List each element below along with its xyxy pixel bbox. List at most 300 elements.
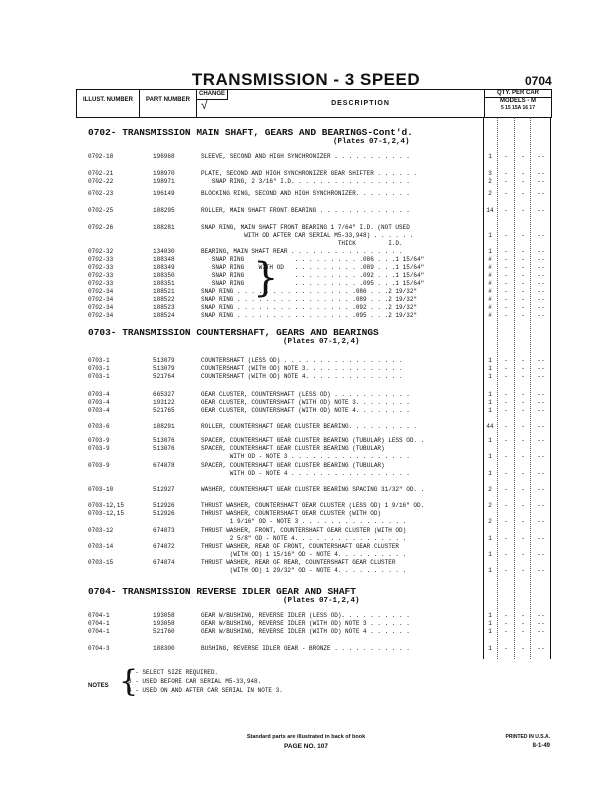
description: SNAP RING . . . . . . . . . .095 . . .1 15/64" xyxy=(201,280,425,287)
description: THRUST WASHER, FRONT, COUNTERSHAFT GEAR CLUSTER (WITH OD) xyxy=(201,527,407,534)
note-item: 4 - USED ON AND AFTER CAR SERIAL IN NOTE 3. xyxy=(128,687,283,694)
qty-m16: - xyxy=(537,288,541,295)
part-number: 188351 xyxy=(153,280,175,287)
illus-number: 0703-12,15 xyxy=(88,502,125,509)
qty-m17: - xyxy=(541,373,545,380)
table-row xyxy=(0,502,612,510)
part-number: 512926 xyxy=(153,502,175,509)
part-number: 674872 xyxy=(153,543,175,550)
qty-m16: - xyxy=(537,272,541,279)
table-header xyxy=(76,89,552,118)
qty-m15a: - xyxy=(521,178,525,185)
table-row xyxy=(0,559,612,567)
qty-m15a: - xyxy=(521,620,525,627)
qty-column-rule xyxy=(483,117,484,659)
qty-m16: - xyxy=(537,407,541,414)
qty-m5: 2 xyxy=(488,178,492,185)
qty-m16: - xyxy=(537,365,541,372)
part-number: 188291 xyxy=(153,423,175,430)
qty-column-divider xyxy=(530,117,531,659)
qty-m15a: - xyxy=(521,232,525,239)
table-row xyxy=(0,232,612,240)
qty-m5: 1 xyxy=(488,232,492,239)
illus-number: 0703-12 xyxy=(88,527,114,534)
illus-number: 0704-1 xyxy=(88,612,110,619)
illus-number: 0702-18 xyxy=(88,153,114,160)
table-row xyxy=(0,486,612,494)
part-number: 188281 xyxy=(153,224,175,231)
section-heading-0702: 0702- TRANSMISSION MAIN SHAFT, GEARS AND BEARINGS-Cont'd. xyxy=(88,127,413,138)
qty-m5: 3 xyxy=(488,170,492,177)
qty-m15a: - xyxy=(521,407,525,414)
description: WITH OD - NOTE 4 . . . . . . . . . . . . . . . . . xyxy=(201,470,410,477)
qty-m16: - xyxy=(537,232,541,239)
qty-m5: # xyxy=(488,264,492,271)
table-row xyxy=(0,153,612,161)
table-row xyxy=(0,470,612,478)
qty-m15: - xyxy=(504,296,508,303)
part-number: 193058 xyxy=(153,612,175,619)
qty-m15: - xyxy=(504,628,508,635)
qty-m16: - xyxy=(537,190,541,197)
qty-m15: - xyxy=(504,264,508,271)
qty-m16: - xyxy=(537,207,541,214)
illus-number: 0702-34 xyxy=(88,312,114,319)
qty-m15a: - xyxy=(521,190,525,197)
qty-m5: 1 xyxy=(488,551,492,558)
part-number: 188350 xyxy=(153,272,175,279)
table-row xyxy=(0,170,612,178)
qty-m15a: - xyxy=(521,391,525,398)
illus-number: 0702-23 xyxy=(88,190,114,197)
qty-m5: # xyxy=(488,288,492,295)
qty-m15: - xyxy=(504,190,508,197)
qty-m16: - xyxy=(537,399,541,406)
illus-number: 0703-9 xyxy=(88,437,110,444)
description: BLOCKING RING, SECOND AND HIGH SYNCHRONIZER. . . . . . . . xyxy=(201,190,410,197)
qty-m15: - xyxy=(504,365,508,372)
qty-m16: - xyxy=(537,264,541,271)
qty-m5: 1 xyxy=(488,535,492,542)
illus-number: 0704-1 xyxy=(88,620,110,627)
footer-page-number: PAGE NO. 107 xyxy=(284,743,328,750)
table-row xyxy=(0,190,612,198)
part-number: 512927 xyxy=(153,486,175,493)
qty-m5: 1 xyxy=(488,612,492,619)
qty-m5: 2 xyxy=(488,486,492,493)
qty-m5: 1 xyxy=(488,399,492,406)
qty-m16: - xyxy=(537,486,541,493)
qty-m15: - xyxy=(504,423,508,430)
table-row xyxy=(0,612,612,620)
qty-m15a: - xyxy=(521,551,525,558)
part-number: 665327 xyxy=(153,391,175,398)
header-models-label: MODELS - M xyxy=(500,98,536,104)
illus-number: 0703-4 xyxy=(88,407,110,414)
notes-label: NOTES xyxy=(88,683,109,689)
table-row xyxy=(0,462,612,470)
table-row xyxy=(0,391,612,399)
qty-m5: 1 xyxy=(488,437,492,444)
illus-number: 0702-34 xyxy=(88,288,114,295)
qty-m5: 1 xyxy=(488,628,492,635)
qty-m15: - xyxy=(504,518,508,525)
section-plates-0702: (Plates 07-1,2,4) xyxy=(333,138,410,146)
qty-m5: 1 xyxy=(488,365,492,372)
part-number: 188348 xyxy=(153,256,175,263)
qty-m16: - xyxy=(537,612,541,619)
table-row xyxy=(0,518,612,526)
qty-m16: - xyxy=(537,312,541,319)
illus-number: 0703-1 xyxy=(88,373,110,380)
qty-m15a: - xyxy=(521,645,525,652)
illus-number: 0702-34 xyxy=(88,304,114,311)
illus-number: 0703-6 xyxy=(88,423,110,430)
qty-m17: - xyxy=(541,264,545,271)
qty-m17: - xyxy=(541,256,545,263)
qty-m16: - xyxy=(537,518,541,525)
table-row xyxy=(0,423,612,431)
table-row xyxy=(0,628,612,636)
qty-m17: - xyxy=(541,288,545,295)
illus-number: 0702-21 xyxy=(88,170,114,177)
illus-number: 0703-1 xyxy=(88,357,110,364)
qty-m17: - xyxy=(541,312,545,319)
qty-m16: - xyxy=(537,628,541,635)
qty-m15: - xyxy=(504,567,508,574)
description: PLATE, SECOND AND HIGH SYNCHRONIZER GEAR SHIFTER . . . . . . xyxy=(201,170,418,177)
qty-m15a: - xyxy=(521,486,525,493)
qty-m16: - xyxy=(537,304,541,311)
qty-m15: - xyxy=(504,207,508,214)
part-number: 134030 xyxy=(153,248,175,255)
section-heading-0703: 0703- TRANSMISSION COUNTERSHAFT, GEARS AND BEARINGS xyxy=(88,327,379,338)
qty-m5: 1 xyxy=(488,645,492,652)
qty-m5: # xyxy=(488,256,492,263)
qty-m16: - xyxy=(537,502,541,509)
qty-m17: - xyxy=(541,437,545,444)
checkmark-icon: √ xyxy=(201,98,208,112)
header-qty-per-car xyxy=(485,90,551,117)
qty-m16: - xyxy=(537,470,541,477)
table-row xyxy=(0,207,612,215)
description: SPACER, COUNTERSHAFT GEAR CLUSTER BEARING (TUBULAR) xyxy=(201,462,385,469)
qty-m15a: - xyxy=(521,304,525,311)
description: SNAP RING . . . . . . . . . . . . . . . . .095 . . .2 19/32" xyxy=(201,312,418,319)
table-row xyxy=(0,304,612,312)
qty-m17: - xyxy=(541,232,545,239)
table-row xyxy=(0,224,612,232)
table-row xyxy=(0,527,612,535)
qty-m15: - xyxy=(504,399,508,406)
part-number: 674874 xyxy=(153,559,175,566)
qty-m5: 44 xyxy=(486,423,494,430)
table-row xyxy=(0,437,612,445)
qty-m15a: - xyxy=(521,567,525,574)
illus-number: 0702-33 xyxy=(88,280,114,287)
description: GEAR CLUSTER, COUNTERSHAFT (WITH OD) NOTE 4. . . . . . . . xyxy=(201,407,410,414)
illus-number: 0702-33 xyxy=(88,264,114,271)
description: (WITH OD) 1 29/32" OD - NOTE 4. . . . . . . . . . xyxy=(201,567,407,574)
qty-m17: - xyxy=(541,153,545,160)
qty-m16: - xyxy=(537,296,541,303)
illus-number: 0703-9 xyxy=(88,462,110,469)
qty-m15: - xyxy=(504,391,508,398)
right-table-rule xyxy=(550,117,551,659)
description: THRUST WASHER, COUNTERSHAFT GEAR CLUSTER (WITH OD) xyxy=(201,510,382,517)
part-number: 188300 xyxy=(153,645,175,652)
qty-m16: - xyxy=(537,423,541,430)
part-number: 188521 xyxy=(153,288,175,295)
qty-m15: - xyxy=(504,248,508,255)
qty-m16: - xyxy=(537,256,541,263)
description: SNAP RING . . . . . . . . . .086 . . .1 15/64" xyxy=(201,256,425,263)
qty-m15: - xyxy=(504,256,508,263)
qty-m16: - xyxy=(537,551,541,558)
section-plates-0703: (Plates 07-1,2,4) xyxy=(283,338,360,346)
qty-m17: - xyxy=(541,190,545,197)
qty-m16: - xyxy=(537,535,541,542)
illus-number: 0702-32 xyxy=(88,248,114,255)
qty-m15a: - xyxy=(521,535,525,542)
description: ROLLER, MAIN SHAFT FRONT BEARING . . . . . . . . . . . . . xyxy=(201,207,410,214)
table-row xyxy=(0,645,612,653)
qty-m15a: - xyxy=(521,502,525,509)
illus-number: 0703-12,15 xyxy=(88,510,125,517)
description: SPACER, COUNTERSHAFT GEAR CLUSTER BEARING (TUBULAR) xyxy=(201,445,385,452)
qty-m5: 2 xyxy=(488,518,492,525)
qty-m15a: - xyxy=(521,453,525,460)
qty-m15: - xyxy=(504,280,508,287)
table-row xyxy=(0,288,612,296)
table-row xyxy=(0,407,612,415)
description: SPACER, COUNTERSHAFT GEAR CLUSTER BEARING (TUBULAR) LESS OD. . xyxy=(201,437,425,444)
qty-m16: - xyxy=(537,620,541,627)
description: SLEEVE, SECOND AND HIGH SYNCHRONIZER . . . . . . . . . . . xyxy=(201,153,410,160)
qty-m5: 1 xyxy=(488,567,492,574)
qty-m15a: - xyxy=(521,365,525,372)
description: SNAP RING . . . . . . . . . . . . . . . . .092 . . .2 19/32" xyxy=(201,304,418,311)
section-heading-0704: 0704- TRANSMISSION REVERSE IDLER GEAR AND SHAFT xyxy=(88,586,356,597)
illus-number: 0703-10 xyxy=(88,486,114,493)
section-plates-0704: (Plates 07-1,2,4) xyxy=(283,597,360,605)
qty-m15: - xyxy=(504,304,508,311)
qty-m15a: - xyxy=(521,280,525,287)
description: COUNTERSHAFT (WITH OD) NOTE 4. . . . . . . . . . . . . . xyxy=(201,373,403,380)
part-number: 674873 xyxy=(153,527,175,534)
table-row xyxy=(0,620,612,628)
qty-m5: 1 xyxy=(488,248,492,255)
qty-m15a: - xyxy=(521,272,525,279)
illus-number: 0703-9 xyxy=(88,445,110,452)
qty-column-divider xyxy=(514,117,515,659)
description: THRUST WASHER, REAR OF FRONT, COUNTERSHAFT GEAR CLUSTER xyxy=(201,543,400,550)
qty-m17: - xyxy=(541,423,545,430)
table-row xyxy=(0,256,612,264)
qty-m17: - xyxy=(541,567,545,574)
qty-m15a: - xyxy=(521,312,525,319)
qty-m15a: - xyxy=(521,170,525,177)
qty-m16: - xyxy=(537,280,541,287)
qty-m15a: - xyxy=(521,248,525,255)
description: GEAR W/BUSHING, REVERSE IDLER (LESS OD). . . . . . . . . . xyxy=(201,612,410,619)
qty-m15a: - xyxy=(521,470,525,477)
table-row xyxy=(0,264,612,272)
qty-m16: - xyxy=(537,437,541,444)
table-row xyxy=(0,453,612,461)
qty-m15: - xyxy=(504,178,508,185)
description: GEAR CLUSTER, COUNTERSHAFT (LESS OD) . . . . . . . . . . . xyxy=(201,391,410,398)
header-description: DESCRIPTION xyxy=(237,90,485,117)
qty-m15: - xyxy=(504,620,508,627)
qty-column-divider xyxy=(497,117,498,659)
table-row xyxy=(0,357,612,365)
qty-m17: - xyxy=(541,365,545,372)
part-number: 196149 xyxy=(153,190,175,197)
page-title: TRANSMISSION - 3 SPEED xyxy=(191,70,421,89)
illus-number: 0702-22 xyxy=(88,178,114,185)
part-number: 513079 xyxy=(153,365,175,372)
qty-m5: # xyxy=(488,312,492,319)
description: COUNTERSHAFT (WITH OD) NOTE 3. . . . . . . . . . . . . . xyxy=(201,365,403,372)
qty-m16: - xyxy=(537,391,541,398)
table-row xyxy=(0,365,612,373)
description: BUSHING, REVERSE IDLER GEAR - BRONZE . . . . . . . . . . . xyxy=(201,645,410,652)
qty-m5: 1 xyxy=(488,153,492,160)
qty-m15: - xyxy=(504,272,508,279)
qty-m17: - xyxy=(541,272,545,279)
illus-number: 0702-34 xyxy=(88,296,114,303)
qty-m15: - xyxy=(504,535,508,542)
illus-number: 0703-1 xyxy=(88,365,110,372)
qty-m15: - xyxy=(504,486,508,493)
header-change xyxy=(197,90,237,117)
description: WASHER, COUNTERSHAFT GEAR CLUSTER BEARING SPACING 31/32" OD. . xyxy=(201,486,425,493)
qty-m5: 2 xyxy=(488,502,492,509)
note-item: # - SELECT SIZE REQUIRED. xyxy=(128,669,219,676)
qty-m5: 1 xyxy=(488,373,492,380)
footer-date: 8-1-49 xyxy=(532,743,550,749)
part-number: 674878 xyxy=(153,462,175,469)
qty-m15a: - xyxy=(521,288,525,295)
qty-m17: - xyxy=(541,248,545,255)
header-model-columns: 5 15 15A 16 17 xyxy=(500,105,535,111)
description: SNAP RING WITH OD . . . . . . . . . .089 . . .1 15/64" xyxy=(201,264,425,271)
notes-brace-icon: { xyxy=(119,664,139,699)
qty-m17: - xyxy=(541,296,545,303)
qty-m17: - xyxy=(541,628,545,635)
qty-m17: - xyxy=(541,470,545,477)
table-row xyxy=(0,543,612,551)
table-row xyxy=(0,445,612,453)
description: SNAP RING . . . . . . . . . . . . . . . . .089 . . .2 19/32" xyxy=(201,296,418,303)
qty-m15: - xyxy=(504,453,508,460)
description: THRUST WASHER, COUNTERSHAFT GEAR CLUSTER (LESS OD) 1 9/16" OD. xyxy=(201,502,425,509)
description: SNAP RING, 2 3/16" I.D. . . . . . . . . . . . . . . . . xyxy=(201,178,410,185)
description: THRUST WASHER, REAR OF REAR, COUNTERSHAFT GEAR CLUSTER xyxy=(201,559,396,566)
part-number: 193122 xyxy=(153,399,175,406)
table-row xyxy=(0,296,612,304)
description: GEAR CLUSTER, COUNTERSHAFT (WITH OD) NOTE 3. . . . . . . . xyxy=(201,399,410,406)
qty-m15: - xyxy=(504,170,508,177)
description: SNAP RING . . . . . . . . . .092 . . .1 15/64" xyxy=(201,272,425,279)
part-number: 193058 xyxy=(153,620,175,627)
qty-m5: 1 xyxy=(488,620,492,627)
part-number: 513079 xyxy=(153,357,175,364)
qty-m15: - xyxy=(504,153,508,160)
qty-m16: - xyxy=(537,373,541,380)
illus-number: 0702-25 xyxy=(88,207,114,214)
qty-m17: - xyxy=(541,620,545,627)
qty-m15a: - xyxy=(521,357,525,364)
table-row xyxy=(0,551,612,559)
table-row xyxy=(0,373,612,381)
qty-m16: - xyxy=(537,248,541,255)
qty-m15a: - xyxy=(521,628,525,635)
qty-m5: # xyxy=(488,304,492,311)
qty-m5: 1 xyxy=(488,453,492,460)
qty-m15a: - xyxy=(521,153,525,160)
table-row xyxy=(0,240,612,248)
qty-m16: - xyxy=(537,178,541,185)
part-number: 196968 xyxy=(153,153,175,160)
description: WITH OD - NOTE 3 . . . . . . . . . . . . . . . . . xyxy=(201,453,410,460)
illus-number: 0703-4 xyxy=(88,399,110,406)
qty-m16: - xyxy=(537,170,541,177)
qty-m15a: - xyxy=(521,207,525,214)
qty-m5: 1 xyxy=(488,407,492,414)
qty-m5: # xyxy=(488,280,492,287)
qty-m15a: - xyxy=(521,373,525,380)
table-row xyxy=(0,399,612,407)
qty-m15: - xyxy=(504,502,508,509)
description: 1 9/16" OD - NOTE 3 . . . . . . . . . . . . . . . xyxy=(201,518,407,525)
table-row xyxy=(0,510,612,518)
part-number: 513076 xyxy=(153,437,175,444)
description: SNAP RING . . . . . . . . . . . . . . . . .086 . . .2 19/32" xyxy=(201,288,418,295)
qty-m17: - xyxy=(541,502,545,509)
qty-m16: - xyxy=(537,357,541,364)
qty-m17: - xyxy=(541,304,545,311)
part-number: 513076 xyxy=(153,445,175,452)
qty-m15: - xyxy=(504,645,508,652)
part-number: 188522 xyxy=(153,296,175,303)
illus-number: 0702-26 xyxy=(88,224,114,231)
qty-m17: - xyxy=(541,399,545,406)
illus-number: 0704-1 xyxy=(88,628,110,635)
footer-printed: PRINTED IN U.S.A. xyxy=(505,734,550,740)
description: COUNTERSHAFT (LESS OD) . . . . . . . . . . . . . . . . . xyxy=(201,357,403,364)
part-number: 188295 xyxy=(153,207,175,214)
description: 2 5/8" OD - NOTE 4. . . . . . . . . . . . . . . . xyxy=(201,535,407,542)
qty-m15: - xyxy=(504,357,508,364)
qty-m15a: - xyxy=(521,399,525,406)
qty-m17: - xyxy=(541,486,545,493)
qty-m15a: - xyxy=(521,264,525,271)
qty-m15: - xyxy=(504,551,508,558)
illus-number: 0702-33 xyxy=(88,272,114,279)
qty-m17: - xyxy=(541,407,545,414)
illus-number: 0703-4 xyxy=(88,391,110,398)
qty-m17: - xyxy=(541,518,545,525)
description: THICK I.D. xyxy=(201,240,403,247)
table-row xyxy=(0,535,612,543)
qty-m15a: - xyxy=(521,256,525,263)
part-number: 521760 xyxy=(153,628,175,635)
qty-m16: - xyxy=(537,567,541,574)
table-row xyxy=(0,248,612,256)
description: SNAP RING, MAIN SHAFT FRONT BEARING 1 7/64" I.D. (NOT USED xyxy=(201,224,410,231)
